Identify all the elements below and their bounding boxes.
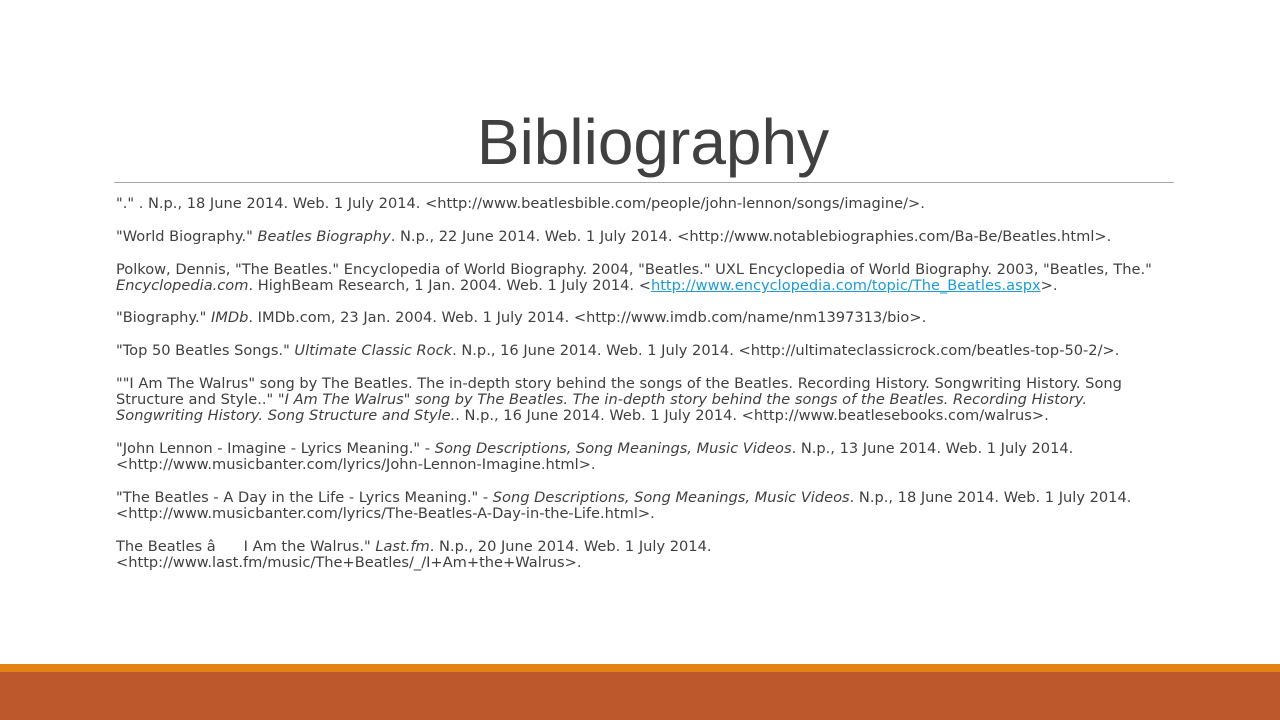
bibliography-list [116, 196, 1166, 588]
reference-source: Encyclopedia.com [116, 277, 249, 294]
reference-details: . HighBeam Research, 1 Jan. 2004. Web. 1 July 2014. < [248, 277, 651, 294]
reference-lead: The Beatles â I Am the Walrus." [116, 538, 376, 555]
reference-item [116, 539, 1166, 571]
reference-item [116, 441, 1166, 473]
reference-text: "." . N.p., 18 June 2014. Web. 1 July 2014. <http://www.beatlesbible.com/people/john-lennon/songs/imagine/>. [116, 195, 925, 212]
reference-details: . N.p., 16 June 2014. Web. 1 July 2014. <http://www.beatlesebooks.com/walrus>. [455, 407, 1049, 424]
reference-source: Ultimate Classic Rock [294, 342, 453, 359]
reference-end: >. [1040, 277, 1058, 294]
footer-bar [0, 672, 1280, 720]
reference-lead: ""I Am The Walrus" song by The Beatles. The in-depth story behind the songs of the Beatles. Recording History. Songwriting History. Song Structure and Style.." [116, 375, 1122, 408]
reference-source: Beatles Biography [257, 228, 391, 245]
title-divider [114, 182, 1174, 183]
reference-lead: "John Lennon - Imagine - Lyrics Meaning." - [116, 440, 435, 457]
reference-lead: "Biography." [116, 309, 211, 326]
reference-details: . N.p., 18 June 2014. Web. 1 July 2014. <http://www.musicbanter.com/lyrics/The-Beatles-A-Day-in-the-Life.html>. [116, 489, 1132, 522]
reference-source: Song Descriptions, Song Meanings, Music Videos [434, 440, 792, 457]
reference-link[interactable]: http://www.encyclopedia.com/topic/The_Beatles.aspx [650, 277, 1041, 294]
reference-item [116, 229, 1166, 245]
reference-source: Song Descriptions, Song Meanings, Music Videos [492, 489, 850, 506]
slide-title: Bibliography [476, 106, 830, 178]
reference-item [116, 490, 1166, 522]
reference-lead: "Top 50 Beatles Songs." [116, 342, 295, 359]
footer-accent-stripe [0, 664, 1280, 672]
reference-details: . N.p., 13 June 2014. Web. 1 July 2014. <http://www.musicbanter.com/lyrics/John-Lennon-Imagine.html>. [116, 440, 1074, 473]
reference-item [116, 196, 1166, 212]
reference-item [116, 376, 1166, 424]
reference-details: . N.p., 16 June 2014. Web. 1 July 2014. <http://ultimateclassicrock.com/beatles-top-50-2/>. [452, 342, 1120, 359]
reference-lead: Polkow, Dennis, "The Beatles." Encyclopedia of World Biography. 2004, "Beatles." UXL Encyclopedia of World Biography. 2003, "Beatles, The." [116, 261, 1152, 278]
reference-lead: "World Biography." [116, 228, 258, 245]
reference-item [116, 310, 1166, 326]
reference-details: . IMDb.com, 23 Jan. 2004. Web. 1 July 2014. <http://www.imdb.com/name/nm1397313/bio>. [248, 309, 927, 326]
reference-source: IMDb [210, 309, 249, 326]
reference-item [116, 343, 1166, 359]
reference-details: . N.p., 22 June 2014. Web. 1 July 2014. <http://www.notablebiographies.com/Ba-Be/Beatles.html>. [390, 228, 1112, 245]
reference-source: Last.fm [375, 538, 430, 555]
reference-lead: "The Beatles - A Day in the Life - Lyrics Meaning." - [116, 489, 493, 506]
reference-item [116, 262, 1166, 294]
reference-details: . N.p., 20 June 2014. Web. 1 July 2014. <http://www.last.fm/music/The+Beatles/_/I+Am+the+Walrus>. [116, 538, 712, 571]
reference-source: "I Am The Walrus" song by The Beatles. The in-depth story behind the songs of the Beatles. Recording History. Songwriting History. Song Structure and Style. [116, 391, 1088, 424]
